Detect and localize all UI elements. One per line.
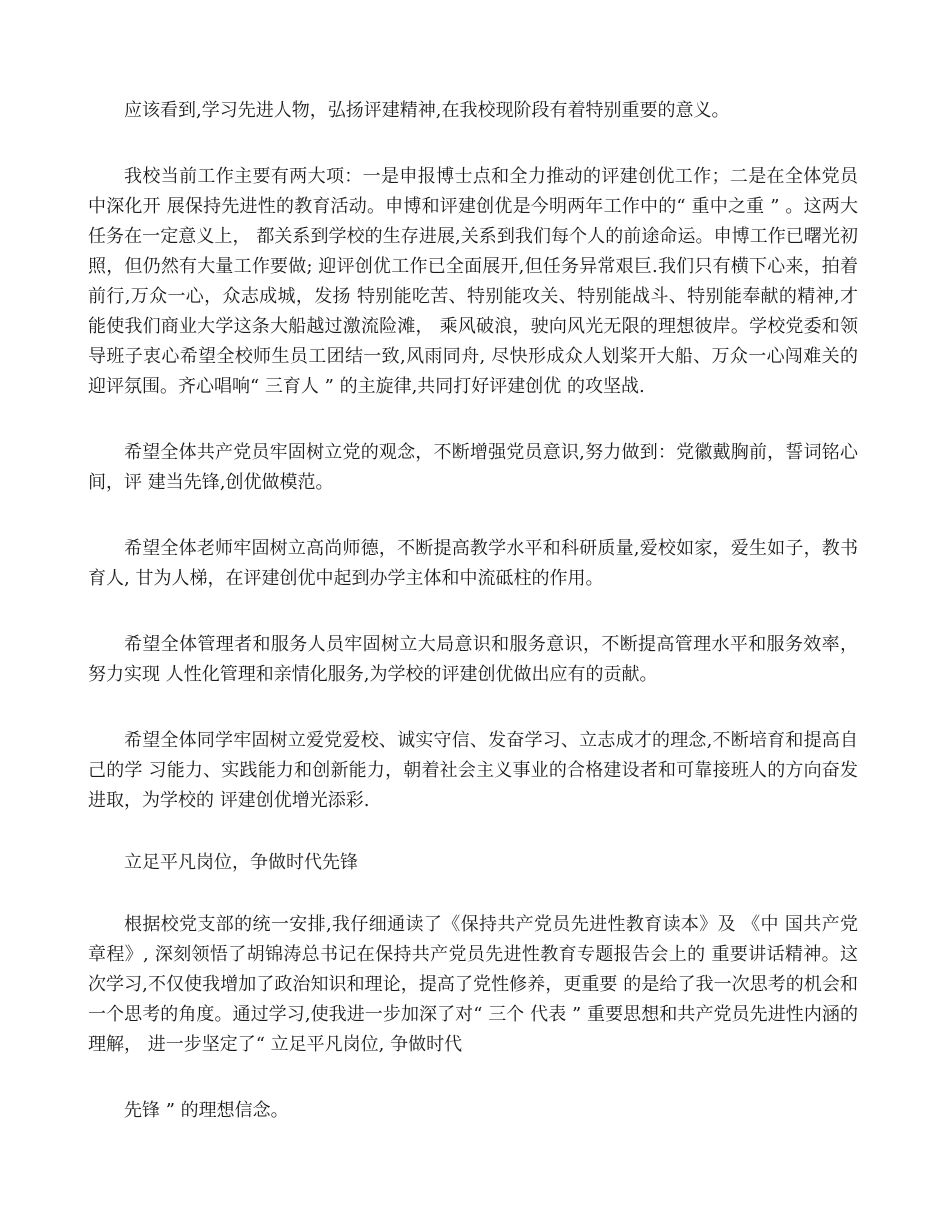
paragraph-managers: 希望全体管理者和服务人员牢固树立大局意识和服务意识，不断提高管理水平和服务效率，努力实现 人性化管理和亲情化服务,为学校的评建创优做出应有的贡献。 [88,634,858,685]
paragraph-conclusion: 先锋 ” 的理想信念。 [124,1100,289,1121]
paragraph-main-tasks: 我校当前工作主要有两大项：一是申报博士点和全力推动的评建创优工作；二是在全体党员中深化开 展保持先进性的教育活动。申博和评建创优是今明两年工作中的“ 重中之重 ” 。这两大任务在一定意义上， 都关系到学校的生存进展,关系到我们每个人的前途命运。申博工作已曙光初照，但仍然有大量工作要做; 迎评创优工作已全面展开,但任务异常艰巨.我们只有横下心来，拍着前行,万众一心，众志成城，发扬 特别能吃苦、特别能攻关、特别能战斗、特别能奉献的精神,才能使我们商业大学这条大船越过激流险滩， 乘风破浪，驶向风光无限的理想彼岸。学校党委和领导班子衷心希望全校师生员工团结一致,风雨同舟, 尽快形成众人划桨开大船、万众一心闯难关的迎评氛围。齐心唱响“ 三育人 ” 的主旋律,共同打好评建创优 的攻坚战. [88,166,858,397]
paragraph-party-members: 希望全体共产党员牢固树立党的观念，不断增强党员意识,努力做到：党徽戴胸前，誓词铭心间，评 建当先锋,创优做模范。 [88,442,858,493]
paragraph-students: 希望全体同学牢固树立爱党爱校、诚实守信、发奋学习、立志成才的理念,不断培育和提高自己的学 习能力、实践能力和创新能力，朝着社会主义事业的合格建设者和可靠接班人的方向奋发进取，为学校的 评建创优增光添彩. [88,730,858,811]
document-page [88,96,858,1126]
section-heading: 立足平凡岗位，争做时代先锋 [124,852,358,873]
paragraph-study-reflection: 根据校党支部的统一安排,我仔细通读了《保持共产党员先进性教育读本》及 《中 国共产党章程》, 深刻领悟了胡锦涛总书记在保持共产党员先进性教育专题报告会上的 重要讲话精神。这次学习,不仅使我增加了政治知识和理论，提高了党性修养，更重要 的是给了我一次思考的机会和一个思考的角度。通过学习,使我进一步加深了对“ 三个 代表 ” 重要思想和共产党员先进性内涵的理解， 进一步坚定了“ 立足平凡岗位, 争做时代 [88,914,858,1055]
paragraph-teachers: 希望全体老师牢固树立高尚师德，不断提高教学水平和科研质量,爱校如家，爱生如子，教书育人, 甘为人梯，在评建创优中起到办学主体和中流砥柱的作用。 [88,538,858,589]
paragraph-significance: 应该看到,学习先进人物，弘扬评建精神,在我校现阶段有着特别重要的意义。 [124,100,730,121]
